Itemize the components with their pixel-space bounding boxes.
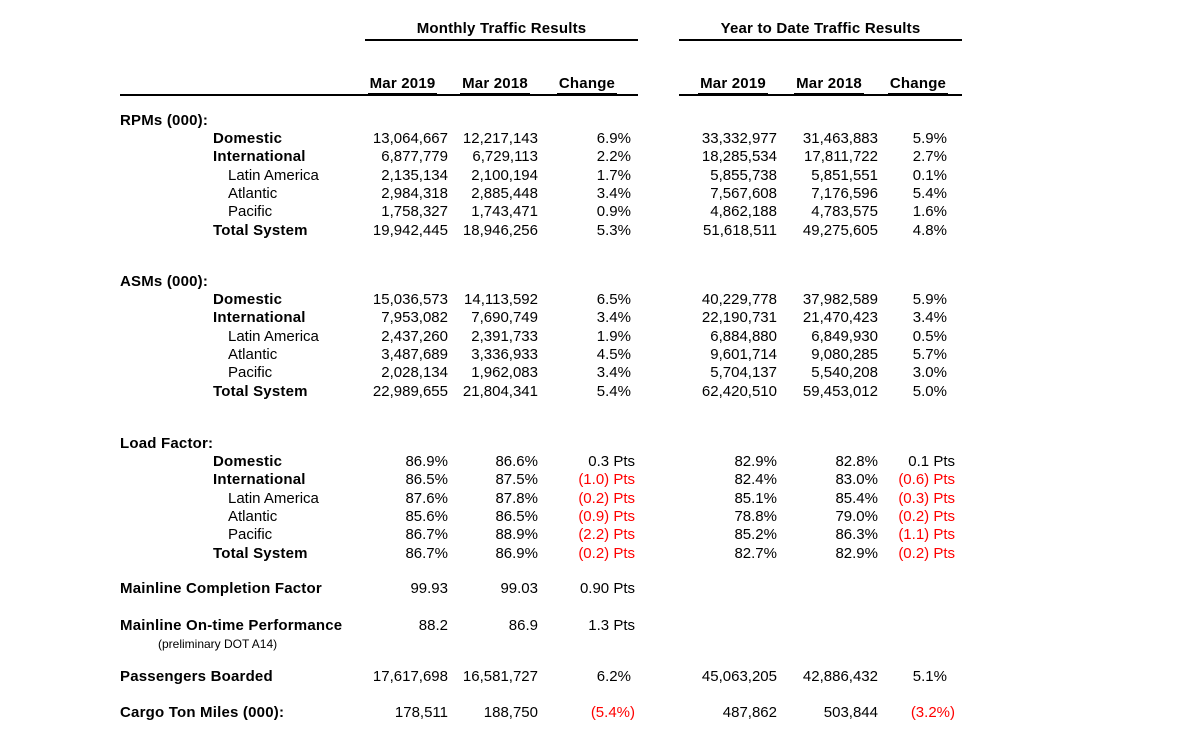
monthly-value-cell: (0.2) Pts bbox=[578, 489, 635, 507]
monthly-value-cell: 99.93 bbox=[410, 580, 448, 597]
ytd-value-cell: 0.1 Pts bbox=[908, 453, 955, 470]
monthly-value-cell: 7,953,082 bbox=[381, 309, 448, 327]
ytd-value-cell: 82.9% bbox=[835, 544, 878, 562]
row-label-atlantic: Atlantic bbox=[228, 507, 278, 525]
row-label-atlantic: Atlantic bbox=[228, 184, 278, 202]
ytd-value-cell: 40,229,778 bbox=[701, 291, 777, 308]
monthly-value-cell: 99.03 bbox=[500, 580, 538, 597]
monthly-value-cell: 85.6% bbox=[405, 507, 448, 525]
table-row bbox=[120, 507, 962, 526]
row-label-total-system: Total System bbox=[213, 221, 308, 239]
monthly-value-cell: 2,391,733 bbox=[471, 327, 538, 345]
monthly-value-cell: 7,690,749 bbox=[471, 309, 538, 327]
monthly-value-cell: 2,437,260 bbox=[381, 327, 448, 345]
table-row bbox=[120, 308, 962, 327]
monthly-value-cell: 2,100,194 bbox=[471, 166, 538, 184]
ytd-value-cell: 4,783,575 bbox=[811, 203, 878, 221]
monthly-value-cell: 88.2 bbox=[418, 617, 448, 634]
table-row bbox=[120, 202, 962, 221]
table-row bbox=[120, 579, 962, 598]
ytd-mar2018-header bbox=[778, 75, 880, 93]
row-label-pacific: Pacific bbox=[228, 364, 273, 382]
ytd-value-cell: 79.0% bbox=[835, 507, 878, 525]
metric-sublabel-on-time-performance: (preliminary DOT A14) bbox=[158, 637, 278, 651]
table-row bbox=[120, 327, 962, 346]
monthly-value-cell: 86.9 bbox=[508, 617, 538, 634]
table-row bbox=[120, 544, 962, 563]
monthly-value-cell: (1.0) Pts bbox=[578, 471, 635, 489]
monthly-value-cell: 2,984,318 bbox=[381, 184, 448, 202]
metric-label-cargo-ton-miles: Cargo Ton Miles (000): bbox=[120, 704, 285, 721]
ytd-value-cell: 33,332,977 bbox=[701, 130, 777, 147]
ytd-mar2018-header-label: Mar 2018 bbox=[796, 75, 862, 92]
table-row bbox=[120, 290, 962, 309]
monthly-value-cell: 21,804,341 bbox=[462, 382, 538, 400]
table-row bbox=[120, 470, 962, 489]
ytd-value-cell: 18,285,534 bbox=[701, 148, 777, 166]
monthly-value-cell: 15,036,573 bbox=[372, 291, 448, 308]
monthly-value-cell: 1,758,327 bbox=[381, 203, 448, 221]
ytd-value-cell: 1.6% bbox=[912, 203, 947, 221]
ytd-value-cell: 42,886,432 bbox=[802, 668, 878, 685]
ytd-value-cell: 6,884,880 bbox=[710, 327, 777, 345]
monthly-value-cell: (2.2) Pts bbox=[578, 526, 635, 544]
monthly-value-cell: 2,028,134 bbox=[381, 364, 448, 382]
row-label-international: International bbox=[213, 148, 306, 166]
section-label-load-factor: Load Factor: bbox=[120, 435, 214, 452]
monthly-value-cell: 87.8% bbox=[495, 489, 538, 507]
ytd-value-cell: 37,982,589 bbox=[802, 291, 878, 308]
ytd-value-cell: 51,618,511 bbox=[703, 221, 777, 239]
monthly-value-cell: 17,617,698 bbox=[372, 668, 448, 685]
monthly-value-cell: 0.90 Pts bbox=[579, 580, 635, 597]
monthly-value-cell: 86.5% bbox=[495, 507, 538, 525]
table-row bbox=[120, 434, 962, 453]
metric-label-passengers-boarded: Passengers Boarded bbox=[120, 668, 273, 685]
monthly-value-cell: 13,064,667 bbox=[372, 130, 448, 147]
ytd-value-cell: 59,453,012 bbox=[802, 382, 878, 400]
ytd-value-cell: 22,190,731 bbox=[701, 309, 777, 327]
ytd-value-cell: 4.8% bbox=[912, 221, 947, 239]
metric-label-on-time-performance: Mainline On-time Performance bbox=[120, 617, 343, 634]
ytd-value-cell: 5.9% bbox=[912, 130, 947, 147]
monthly-value-cell: 6,877,779 bbox=[381, 148, 448, 166]
table-row bbox=[120, 129, 962, 148]
row-label-latin-america: Latin America bbox=[228, 166, 319, 184]
monthly-value-cell: 0.9% bbox=[596, 203, 631, 221]
monthly-value-cell: 86.7% bbox=[405, 526, 448, 544]
row-label-domestic: Domestic bbox=[213, 130, 283, 147]
monthly-value-cell: 16,581,727 bbox=[462, 668, 538, 685]
ytd-value-cell: 0.1% bbox=[912, 166, 947, 184]
row-label-international: International bbox=[213, 471, 306, 489]
table-row bbox=[120, 111, 962, 130]
ytd-value-cell: 5.0% bbox=[912, 382, 947, 400]
monthly-value-cell: 18,946,256 bbox=[462, 221, 538, 239]
monthly-title-rule bbox=[365, 39, 638, 41]
monthly-value-cell: 178,511 bbox=[394, 704, 448, 721]
monthly-value-cell: 14,113,592 bbox=[464, 291, 538, 308]
monthly-value-cell: 5.4% bbox=[596, 382, 631, 400]
ytd-value-cell: 4,862,188 bbox=[710, 203, 777, 221]
row-label-domestic: Domestic bbox=[213, 453, 283, 470]
monthly-value-cell: 1.9% bbox=[596, 327, 631, 345]
ytd-value-cell: 503,844 bbox=[823, 704, 878, 721]
table-row bbox=[120, 489, 962, 508]
monthly-value-cell: (0.2) Pts bbox=[578, 544, 635, 562]
table-row bbox=[120, 221, 962, 240]
ytd-value-cell: 5,540,208 bbox=[811, 364, 878, 382]
table-row bbox=[120, 382, 962, 401]
monthly-value-cell: 22,989,655 bbox=[372, 382, 448, 400]
ytd-value-cell: 5,851,551 bbox=[811, 166, 878, 184]
ytd-value-cell: 85.1% bbox=[734, 489, 777, 507]
row-label-pacific: Pacific bbox=[228, 203, 273, 221]
monthly-value-cell: (0.9) Pts bbox=[578, 507, 635, 525]
metric-label-completion-factor: Mainline Completion Factor bbox=[120, 580, 322, 597]
ytd-value-cell: 82.4% bbox=[734, 471, 777, 489]
monthly-value-cell: 2.2% bbox=[596, 148, 631, 166]
table-row bbox=[120, 272, 962, 291]
table-row bbox=[120, 147, 962, 166]
ytd-value-cell: (0.3) Pts bbox=[898, 489, 955, 507]
ytd-value-cell: 82.7% bbox=[734, 544, 777, 562]
ytd-value-cell: 7,567,608 bbox=[710, 184, 777, 202]
table-row bbox=[120, 452, 962, 471]
monthly-value-cell: 1.3 Pts bbox=[588, 617, 635, 634]
monthly-value-cell: 0.3 Pts bbox=[588, 453, 635, 470]
row-label-total-system: Total System bbox=[213, 382, 308, 400]
monthly-value-cell: 1,743,471 bbox=[471, 203, 538, 221]
ytd-value-cell: 0.5% bbox=[912, 327, 947, 345]
section-label-rpms: RPMs (000): bbox=[120, 112, 209, 129]
ytd-value-cell: 85.4% bbox=[835, 489, 878, 507]
table-row bbox=[120, 525, 962, 544]
monthly-value-cell: 188,750 bbox=[483, 704, 538, 721]
monthly-value-cell: 2,135,134 bbox=[381, 166, 448, 184]
ytd-value-cell: (1.1) Pts bbox=[898, 526, 955, 544]
monthly-value-cell: 86.7% bbox=[405, 544, 448, 562]
section-label-asms: ASMs (000): bbox=[120, 273, 209, 290]
row-label-pacific: Pacific bbox=[228, 526, 273, 544]
ytd-value-cell: 2.7% bbox=[912, 148, 947, 166]
ytd-value-cell: 7,176,596 bbox=[811, 184, 878, 202]
ytd-value-cell: 5,704,137 bbox=[710, 364, 777, 382]
monthly-value-cell: (5.4%) bbox=[590, 704, 635, 721]
ytd-value-cell: 62,420,510 bbox=[701, 382, 777, 400]
monthly-value-cell: 88.9% bbox=[495, 526, 538, 544]
table-row bbox=[120, 667, 962, 686]
row-label-international: International bbox=[213, 309, 306, 327]
ytd-value-cell: 82.9% bbox=[734, 453, 777, 470]
monthly-value-cell: 6.2% bbox=[596, 668, 631, 685]
monthly-header-rule bbox=[120, 94, 638, 96]
monthly-value-cell: 3.4% bbox=[596, 184, 631, 202]
ytd-value-cell: 85.2% bbox=[734, 526, 777, 544]
ytd-value-cell: 49,275,605 bbox=[802, 221, 878, 239]
ytd-value-cell: (0.2) Pts bbox=[898, 544, 955, 562]
ytd-value-cell: (0.6) Pts bbox=[898, 471, 955, 489]
table-row bbox=[120, 363, 962, 382]
ytd-value-cell: 5.7% bbox=[912, 345, 947, 363]
monthly-value-cell: 3.4% bbox=[596, 309, 631, 327]
ytd-value-cell: 5.9% bbox=[912, 291, 947, 308]
monthly-value-cell: 19,942,445 bbox=[372, 221, 448, 239]
ytd-value-cell: 21,470,423 bbox=[802, 309, 878, 327]
ytd-value-cell: 5.1% bbox=[912, 668, 947, 685]
monthly-value-cell: 5.3% bbox=[596, 221, 631, 239]
monthly-value-cell: 2,885,448 bbox=[471, 184, 538, 202]
monthly-mar2018-header-label: Mar 2018 bbox=[462, 75, 528, 92]
ytd-value-cell: 45,063,205 bbox=[701, 668, 777, 685]
monthly-value-cell: 3,336,933 bbox=[471, 345, 538, 363]
monthly-mar2019-header-label: Mar 2019 bbox=[369, 75, 436, 92]
monthly-value-cell: 86.5% bbox=[405, 471, 448, 489]
monthly-value-cell: 1.7% bbox=[596, 166, 631, 184]
ytd-title-rule bbox=[679, 39, 962, 41]
table-row bbox=[120, 345, 962, 364]
table-row bbox=[120, 616, 962, 635]
ytd-value-cell: 17,811,722 bbox=[804, 148, 878, 166]
ytd-value-cell: 9,601,714 bbox=[710, 345, 777, 363]
ytd-results-title: Year to Date Traffic Results bbox=[720, 20, 921, 37]
ytd-value-cell: 3.0% bbox=[912, 364, 947, 382]
table-row bbox=[120, 184, 962, 203]
ytd-value-cell: 86.3% bbox=[835, 526, 878, 544]
monthly-mar2019-header bbox=[355, 75, 450, 93]
ytd-header-rule bbox=[679, 94, 962, 96]
row-label-total-system: Total System bbox=[213, 544, 308, 562]
monthly-value-cell: 1,962,083 bbox=[471, 364, 538, 382]
ytd-value-cell: 78.8% bbox=[734, 507, 777, 525]
ytd-value-cell: (0.2) Pts bbox=[898, 507, 955, 525]
monthly-value-cell: 86.6% bbox=[495, 453, 538, 470]
ytd-value-cell: 82.8% bbox=[835, 453, 878, 470]
monthly-results-title: Monthly Traffic Results bbox=[416, 20, 587, 37]
monthly-value-cell: 87.6% bbox=[405, 489, 448, 507]
ytd-value-cell: 31,463,883 bbox=[802, 130, 878, 147]
monthly-mar2018-header bbox=[450, 75, 540, 93]
ytd-value-cell: 5,855,738 bbox=[710, 166, 777, 184]
monthly-value-cell: 6.5% bbox=[596, 291, 631, 308]
monthly-value-cell: 3.4% bbox=[596, 364, 631, 382]
monthly-value-cell: 6.9% bbox=[596, 130, 631, 147]
ytd-value-cell: 83.0% bbox=[835, 471, 878, 489]
ytd-value-cell: 487,862 bbox=[722, 704, 777, 721]
monthly-value-cell: 12,217,143 bbox=[462, 130, 538, 147]
monthly-change-header-label: Change bbox=[558, 75, 616, 92]
monthly-value-cell: 86.9% bbox=[495, 544, 538, 562]
ytd-value-cell: 3.4% bbox=[912, 309, 947, 327]
ytd-mar2019-header bbox=[688, 75, 778, 93]
ytd-value-cell: 5.4% bbox=[912, 184, 947, 202]
row-label-latin-america: Latin America bbox=[228, 489, 319, 507]
monthly-value-cell: 3,487,689 bbox=[381, 345, 448, 363]
monthly-value-cell: 4.5% bbox=[596, 345, 631, 363]
ytd-change-header-label: Change bbox=[889, 75, 947, 92]
monthly-value-cell: 87.5% bbox=[495, 471, 538, 489]
table-row bbox=[120, 703, 962, 722]
ytd-value-cell: 9,080,285 bbox=[811, 345, 878, 363]
ytd-change-header bbox=[876, 75, 960, 93]
ytd-mar2019-header-label: Mar 2019 bbox=[700, 75, 766, 92]
ytd-value-cell: 6,849,930 bbox=[811, 327, 878, 345]
table-row bbox=[120, 166, 962, 185]
ytd-value-cell: (3.2%) bbox=[910, 704, 955, 721]
row-label-latin-america: Latin America bbox=[228, 327, 319, 345]
monthly-value-cell: 86.9% bbox=[405, 453, 448, 470]
row-label-domestic: Domestic bbox=[213, 291, 283, 308]
monthly-change-header bbox=[537, 75, 637, 93]
monthly-value-cell: 6,729,113 bbox=[472, 148, 538, 166]
row-label-atlantic: Atlantic bbox=[228, 345, 278, 363]
